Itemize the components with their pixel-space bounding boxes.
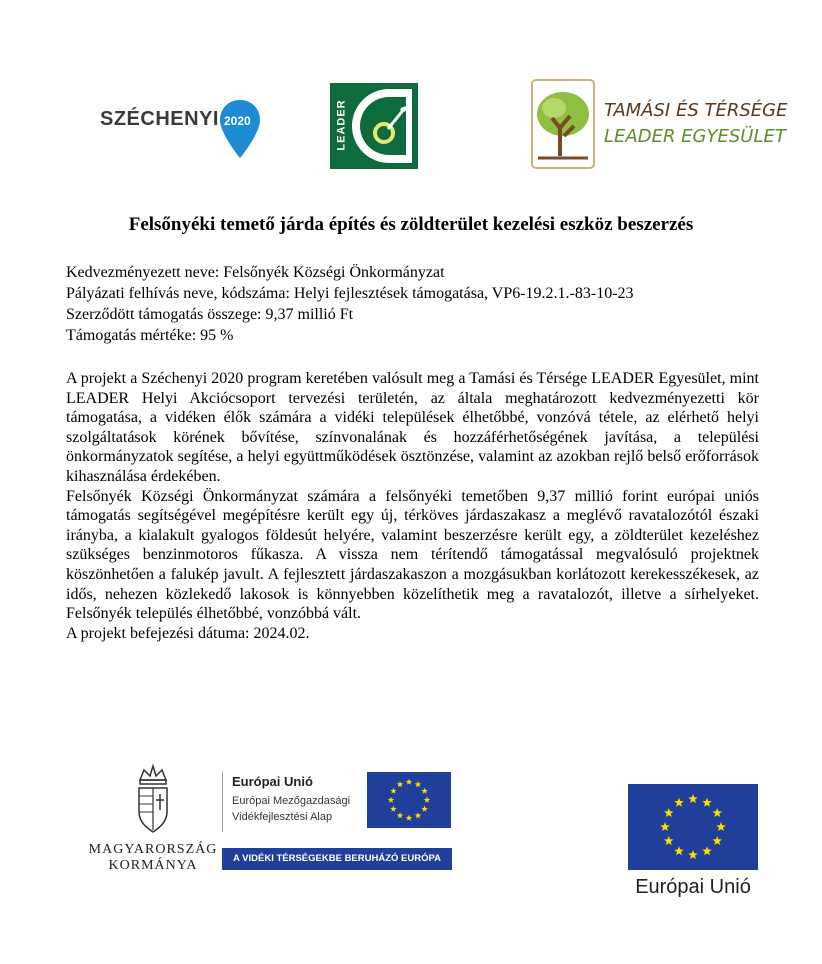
leader-logo — [330, 83, 418, 169]
completion-date: A projekt befejezési dátuma: 2024.02. — [66, 624, 310, 642]
eafrd-logo — [222, 772, 452, 872]
leader-logo-text: LEADER — [335, 99, 348, 151]
eafrd-title: Európai Unió — [232, 774, 313, 789]
beneficiary-line: Kedvezményezett neve: Felsőnyék Községi Önkormányzat — [66, 264, 445, 281]
eafrd-line1: Európai Mezőgazdasági — [232, 795, 351, 807]
coat-of-arms-icon — [134, 762, 172, 834]
paragraph-2: Felsőnyék Községi Önkormányzat számára a felsőnyéki temetőben 9,37 millió forint európai uniós támogatás segítségével megépítésre került egy új, térköves járdaszakasz a meglévő ravatalozótól északi irányba, a kialakult gyalogos földesút helyére, valamint beszerzésre került egy, a zöldterület kezeléshez szükséges benzinmotoros fűkasza. A vissza nem térítendő támogatással megvalósuló projektnek köszönhetően a falukép javult. A fejlesztett járdaszakaszon a mozgásukban korlátozott kerekesszékesek, az idős, nehezen közlekedő lakosok is könnyebben közelíthetik meg a ravatalozót, illetve a sírhelyeket. Felsőnyék település élhetőbbé, vonzóbbá vált. — [66, 487, 759, 623]
project-description — [66, 369, 759, 643]
eu-logo — [627, 784, 759, 902]
eu-flag-large-icon — [628, 784, 758, 870]
tree-icon — [530, 78, 596, 170]
leaf-icon — [370, 103, 410, 149]
project-info — [66, 262, 634, 346]
call-line: Pályázati felhívás neve, kódszáma: Helyi fejlesztések támogatása, VP6-19.2.1.-83-10-23 — [66, 285, 634, 302]
tamasi-logo-line2: LEADER EGYESÜLET — [604, 126, 786, 147]
location-pin-icon — [218, 98, 262, 162]
eafrd-line2: Vidékfejlesztési Alap — [232, 811, 333, 823]
amount-line: Szerződött támogatás összege: 9,37 millió Ft — [66, 306, 354, 323]
eu-flag-icon — [367, 772, 451, 828]
eu-logo-label: Európai Unió — [635, 876, 751, 898]
szechenyi-year: 2020 — [224, 114, 251, 128]
szechenyi-logo-text: SZÉCHENYI — [100, 108, 219, 130]
eafrd-banner: A VIDÉKI TÉRSÉGEKBE BERUHÁZÓ EURÓPA — [222, 848, 452, 870]
page-title: Felsőnyéki temető járda építés és zöldterület kezelési eszköz beszerzés — [128, 214, 694, 235]
government-line2: KORMÁNYA — [108, 858, 198, 873]
tamasi-leader-logo — [530, 78, 788, 170]
government-line1: MAGYARORSZÁG — [88, 842, 218, 857]
paragraph-1: A projekt a Széchenyi 2020 program keretében valósult meg a Tamási és Térsége LEADER Egyesület, mint LEADER Helyi Akciócsoport tervezési területén, az általa meghatározott kedvezményezetti kör támogatása, a vidéken élők számára a vidéki települések élhetőbbé, vonzóvá tétele, az elérhető helyi szolgáltatások körének bővítése, színvonalának és hozzáférhetőségének javítása, a települési önkormányzatok segítése, a helyi együttműködések ösztönzése, valamint az azokban rejlő belső erőforrások kihasználása érdekében. — [66, 370, 759, 485]
rate-line: Támogatás mértéke: 95 % — [66, 327, 234, 344]
government-logo — [88, 762, 218, 874]
tamasi-logo-line1: TAMÁSI ÉS TÉRSÉGE — [604, 100, 788, 121]
